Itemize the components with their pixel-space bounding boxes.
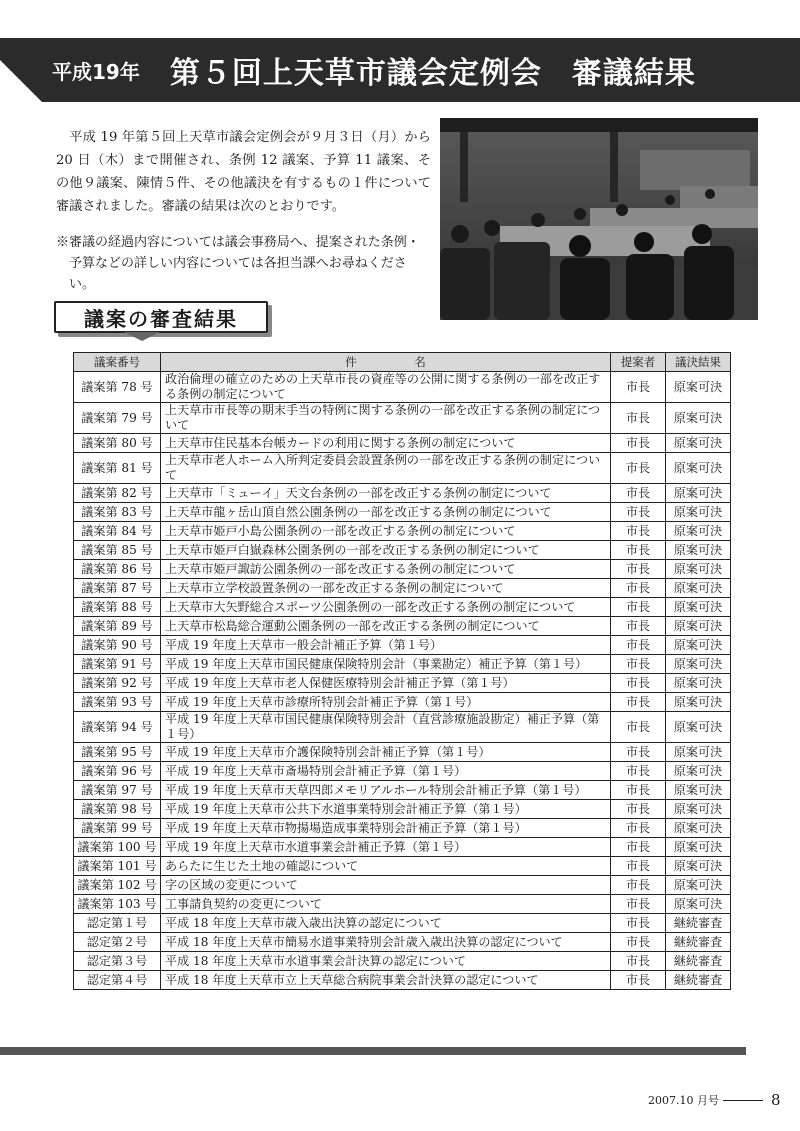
cell-result: 原案可決 (666, 372, 731, 403)
cell-result: 原案可決 (666, 541, 731, 560)
cell-result: 原案可決 (666, 762, 731, 781)
table-row (74, 372, 731, 403)
cell-name: 工事請負契約の変更について (161, 895, 611, 914)
cell-number: 議案第 102 号 (74, 876, 161, 895)
cell-number: 議案第 103 号 (74, 895, 161, 914)
table-row (74, 819, 731, 838)
cell-result: 原案可決 (666, 503, 731, 522)
cell-name: あらたに生じた土地の確認について (161, 857, 611, 876)
cell-result: 原案可決 (666, 403, 731, 434)
cell-number: 議案第 89 号 (74, 617, 161, 636)
intro-text: 平成 19 年第５回上天草市議会定例会が９月３日（月）から 20 日（木）まで開催され、条例 12 議案、予算 11 議案、その他９議案、陳情５件、その他議決を有するもの１件について審議されました。審議の結果は次のとおりです。 (56, 130, 431, 214)
table-row (74, 800, 731, 819)
table-header-row (74, 353, 731, 372)
cell-name: 上天草市姫戸諏訪公園条例の一部を改正する条例の制定について (161, 560, 611, 579)
cell-result: 原案可決 (666, 800, 731, 819)
cell-name: 上天草市住民基本台帳カードの利用に関する条例の制定について (161, 434, 611, 453)
cell-result: 原案可決 (666, 674, 731, 693)
cell-name: 平成 19 年度上天草市国民健康保険特別会計（直営診療施設勘定）補正予算（第１号） (161, 712, 611, 743)
results-table (73, 352, 731, 990)
table-row (74, 484, 731, 503)
table-row (74, 522, 731, 541)
section-heading-pointer (124, 332, 160, 341)
cell-result: 原案可決 (666, 819, 731, 838)
cell-name: 平成 19 年度上天草市水道事業会計補正予算（第１号） (161, 838, 611, 857)
cell-name: 平成 18 年度上天草市立上天草総合病院事業会計決算の認定について (161, 971, 611, 990)
cell-proposer: 市長 (611, 819, 666, 838)
cell-proposer: 市長 (611, 484, 666, 503)
cell-name: 平成 19 年度上天草市物揚場造成事業特別会計補正予算（第１号） (161, 819, 611, 838)
table-row (74, 655, 731, 674)
cell-proposer: 市長 (611, 636, 666, 655)
cell-result: 原案可決 (666, 636, 731, 655)
table-row (74, 617, 731, 636)
cell-proposer: 市長 (611, 693, 666, 712)
cell-name: 平成 19 年度上天草市介護保険特別会計補正予算（第１号） (161, 743, 611, 762)
cell-name: 上天草市姫戸白嶽森林公園条例の一部を改正する条例の制定について (161, 541, 611, 560)
cell-name: 平成 18 年度上天草市歳入歳出決算の認定について (161, 914, 611, 933)
cell-result: 原案可決 (666, 484, 731, 503)
cell-proposer: 市長 (611, 743, 666, 762)
cell-name: 政治倫理の確立のための上天草市長の資産等の公開に関する条例の一部を改正する条例の制定について (161, 372, 611, 403)
cell-name: 上天草市姫戸小島公園条例の一部を改正する条例の制定について (161, 522, 611, 541)
table-row (74, 743, 731, 762)
cell-number: 議案第 79 号 (74, 403, 161, 434)
cell-name: 上天草市「ミューイ」天文台条例の一部を改正する条例の制定について (161, 484, 611, 503)
page-number: 8 (770, 1091, 781, 1109)
intro-note (56, 232, 431, 295)
council-photo-illustration (440, 118, 758, 320)
title-banner (0, 38, 800, 102)
cell-name: 上天草市立学校設置条例の一部を改正する条例の制定について (161, 579, 611, 598)
cell-number: 議案第 83 号 (74, 503, 161, 522)
header-proposer: 提案者 (611, 353, 666, 372)
table-row (74, 560, 731, 579)
header-name: 件 名 (161, 353, 611, 372)
cell-result: 原案可決 (666, 453, 731, 484)
cell-proposer: 市長 (611, 674, 666, 693)
cell-name: 上天草市松島総合運動公園条例の一部を改正する条例の制定について (161, 617, 611, 636)
cell-proposer: 市長 (611, 838, 666, 857)
cell-number: 議案第 92 号 (74, 674, 161, 693)
cell-result: 原案可決 (666, 857, 731, 876)
table-row (74, 674, 731, 693)
section-heading-label: 議案の審査結果 (54, 301, 268, 333)
cell-number: 認定第４号 (74, 971, 161, 990)
cell-proposer: 市長 (611, 781, 666, 800)
cell-number: 議案第 95 号 (74, 743, 161, 762)
cell-number: 認定第３号 (74, 952, 161, 971)
section-heading (54, 301, 268, 333)
table-row (74, 541, 731, 560)
table-row (74, 579, 731, 598)
cell-number: 議案第 101 号 (74, 857, 161, 876)
cell-result: 継続審査 (666, 933, 731, 952)
table-row (74, 952, 731, 971)
cell-name: 字の区域の変更について (161, 876, 611, 895)
cell-result: 継続審査 (666, 971, 731, 990)
cell-proposer: 市長 (611, 372, 666, 403)
cell-proposer: 市長 (611, 560, 666, 579)
cell-number: 認定第１号 (74, 914, 161, 933)
cell-name: 平成 19 年度上天草市国民健康保険特別会計（事業勘定）補正予算（第１号） (161, 655, 611, 674)
council-session-photo (440, 118, 758, 320)
cell-name: 平成 19 年度上天草市公共下水道事業特別会計補正予算（第１号） (161, 800, 611, 819)
table-row (74, 434, 731, 453)
cell-proposer: 市長 (611, 522, 666, 541)
cell-name: 上天草市龍ヶ岳山頂自然公園条例の一部を改正する条例の制定について (161, 503, 611, 522)
header-number: 議案番号 (74, 353, 161, 372)
cell-number: 議案第 100 号 (74, 838, 161, 857)
cell-number: 認定第２号 (74, 933, 161, 952)
table-row (74, 712, 731, 743)
cell-name: 上天草市大矢野総合スポーツ公園条例の一部を改正する条例の制定について (161, 598, 611, 617)
footer-rule (723, 1100, 763, 1101)
cell-number: 議案第 85 号 (74, 541, 161, 560)
bottom-divider-bar (0, 1047, 746, 1055)
table-row (74, 503, 731, 522)
cell-number: 議案第 99 号 (74, 819, 161, 838)
cell-number: 議案第 84 号 (74, 522, 161, 541)
cell-number: 議案第 87 号 (74, 579, 161, 598)
cell-name: 上天草市老人ホーム入所判定委員会設置条例の一部を改正する条例の制定について (161, 453, 611, 484)
table-row (74, 895, 731, 914)
cell-number: 議案第 78 号 (74, 372, 161, 403)
table-row (74, 453, 731, 484)
cell-proposer: 市長 (611, 876, 666, 895)
cell-number: 議案第 82 号 (74, 484, 161, 503)
page-footer (648, 1090, 781, 1110)
banner-text (52, 46, 696, 94)
cell-result: 原案可決 (666, 560, 731, 579)
intro-paragraph (56, 126, 431, 218)
cell-result: 原案可決 (666, 838, 731, 857)
cell-proposer: 市長 (611, 857, 666, 876)
cell-result: 原案可決 (666, 743, 731, 762)
cell-number: 議案第 91 号 (74, 655, 161, 674)
cell-proposer: 市長 (611, 403, 666, 434)
cell-proposer: 市長 (611, 434, 666, 453)
table-body (74, 372, 731, 990)
cell-number: 議案第 98 号 (74, 800, 161, 819)
cell-number: 議案第 81 号 (74, 453, 161, 484)
table-row (74, 598, 731, 617)
cell-result: 原案可決 (666, 895, 731, 914)
cell-result: 原案可決 (666, 522, 731, 541)
banner-title: 第５回上天草市議会定例会 (169, 56, 542, 91)
cell-proposer: 市長 (611, 453, 666, 484)
cell-name: 平成 19 年度上天草市天草四郎メモリアルホール特別会計補正予算（第１号） (161, 781, 611, 800)
cell-number: 議案第 93 号 (74, 693, 161, 712)
cell-number: 議案第 80 号 (74, 434, 161, 453)
cell-proposer: 市長 (611, 598, 666, 617)
cell-number: 議案第 86 号 (74, 560, 161, 579)
cell-name: 平成 19 年度上天草市斎場特別会計補正予算（第１号） (161, 762, 611, 781)
cell-proposer: 市長 (611, 933, 666, 952)
cell-proposer: 市長 (611, 655, 666, 674)
cell-name: 平成 19 年度上天草市老人保健医療特別会計補正予算（第１号） (161, 674, 611, 693)
cell-proposer: 市長 (611, 503, 666, 522)
cell-number: 議案第 88 号 (74, 598, 161, 617)
table-row (74, 914, 731, 933)
cell-proposer: 市長 (611, 579, 666, 598)
cell-result: 原案可決 (666, 693, 731, 712)
cell-number: 議案第 94 号 (74, 712, 161, 743)
cell-number: 議案第 97 号 (74, 781, 161, 800)
cell-result: 原案可決 (666, 655, 731, 674)
cell-result: 原案可決 (666, 579, 731, 598)
cell-result: 継続審査 (666, 952, 731, 971)
cell-result: 原案可決 (666, 598, 731, 617)
table-row (74, 933, 731, 952)
cell-name: 上天草市市長等の期末手当の特例に関する条例の一部を改正する条例の制定について (161, 403, 611, 434)
table-row (74, 693, 731, 712)
cell-name: 平成 19 年度上天草市診療所特別会計補正予算（第１号） (161, 693, 611, 712)
cell-result: 原案可決 (666, 781, 731, 800)
table-row (74, 971, 731, 990)
cell-name: 平成 19 年度上天草市一般会計補正予算（第１号） (161, 636, 611, 655)
table-row (74, 838, 731, 857)
cell-result: 原案可決 (666, 434, 731, 453)
cell-number: 議案第 96 号 (74, 762, 161, 781)
cell-result: 原案可決 (666, 617, 731, 636)
cell-proposer: 市長 (611, 895, 666, 914)
banner-subtitle: 審議結果 (571, 56, 696, 91)
cell-proposer: 市長 (611, 971, 666, 990)
cell-name: 平成 18 年度上天草市水道事業会計決算の認定について (161, 952, 611, 971)
cell-proposer: 市長 (611, 914, 666, 933)
cell-proposer: 市長 (611, 800, 666, 819)
cell-result: 原案可決 (666, 876, 731, 895)
cell-proposer: 市長 (611, 952, 666, 971)
footer-issue: 2007.10 月号 (648, 1094, 719, 1107)
table-row (74, 762, 731, 781)
cell-proposer: 市長 (611, 617, 666, 636)
cell-result: 継続審査 (666, 914, 731, 933)
banner-year: 平成19年 (52, 59, 140, 84)
cell-proposer: 市長 (611, 762, 666, 781)
table-row (74, 876, 731, 895)
cell-proposer: 市長 (611, 712, 666, 743)
table-row (74, 636, 731, 655)
note-text: ※審議の経過内容については議会事務局へ、提案された条例・予算などの詳しい内容については各担当課へお尋ねください。 (56, 235, 420, 292)
cell-name: 平成 18 年度上天草市簡易水道事業特別会計歳入歳出決算の認定について (161, 933, 611, 952)
table-row (74, 857, 731, 876)
table-row (74, 403, 731, 434)
cell-number: 議案第 90 号 (74, 636, 161, 655)
cell-result: 原案可決 (666, 712, 731, 743)
table-row (74, 781, 731, 800)
header-result: 議決結果 (666, 353, 731, 372)
cell-proposer: 市長 (611, 541, 666, 560)
